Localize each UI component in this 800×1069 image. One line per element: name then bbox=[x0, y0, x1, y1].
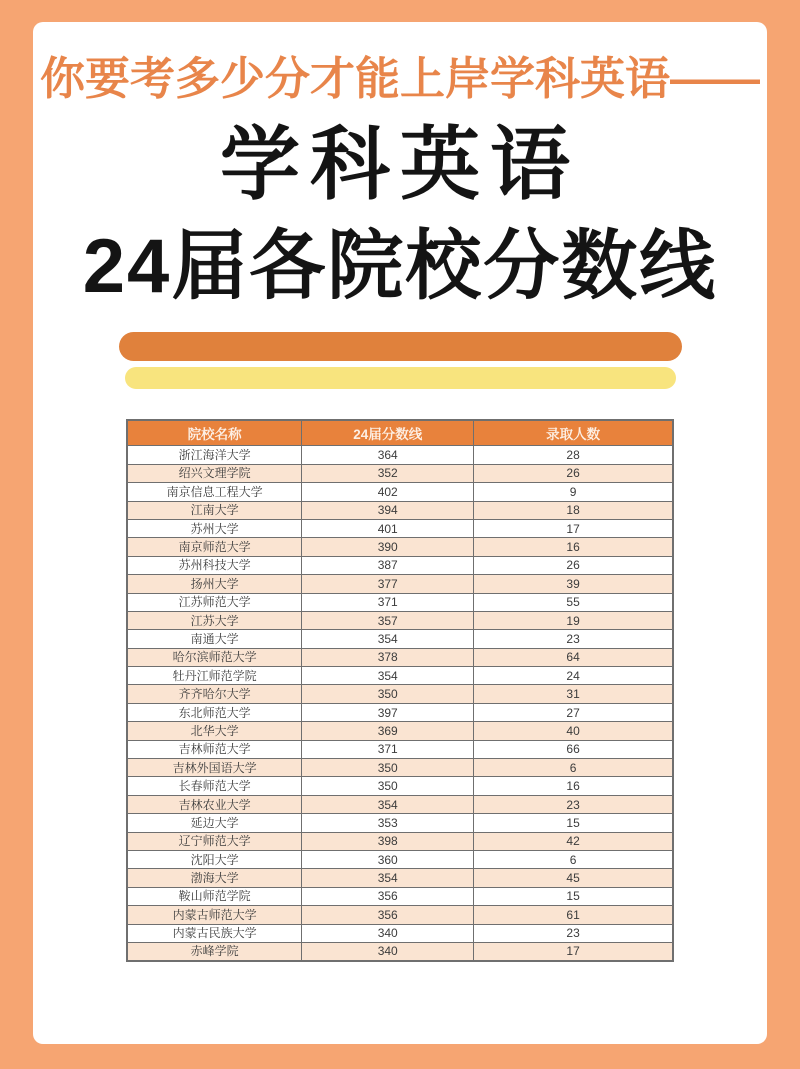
admitted-count-cell: 55 bbox=[474, 593, 673, 611]
admitted-count-cell: 6 bbox=[474, 759, 673, 777]
score-line-cell: 354 bbox=[302, 795, 474, 813]
table-row bbox=[127, 556, 673, 574]
admitted-count-cell: 26 bbox=[474, 464, 673, 482]
scores-table-body bbox=[127, 446, 673, 961]
score-line-cell: 371 bbox=[302, 740, 474, 758]
score-line-cell: 369 bbox=[302, 722, 474, 740]
table-row bbox=[127, 648, 673, 666]
school-name-cell: 吉林外国语大学 bbox=[127, 759, 302, 777]
admitted-count-cell: 42 bbox=[474, 832, 673, 850]
header-row bbox=[127, 420, 673, 446]
score-line-cell: 352 bbox=[302, 464, 474, 482]
table-row bbox=[127, 501, 673, 519]
school-name-cell: 牡丹江师范学院 bbox=[127, 667, 302, 685]
school-name-cell: 东北师范大学 bbox=[127, 703, 302, 721]
score-line-cell: 360 bbox=[302, 850, 474, 868]
score-line-cell: 350 bbox=[302, 685, 474, 703]
school-name-cell: 苏州科技大学 bbox=[127, 556, 302, 574]
poster-title-line1: 学科英语 bbox=[220, 119, 580, 209]
admitted-count-cell: 19 bbox=[474, 611, 673, 629]
admitted-count-cell: 23 bbox=[474, 630, 673, 648]
scores-table-header bbox=[127, 420, 673, 446]
school-name-cell: 南京信息工程大学 bbox=[127, 483, 302, 501]
admitted-count-cell: 15 bbox=[474, 814, 673, 832]
school-name-cell: 苏州大学 bbox=[127, 519, 302, 537]
table-row bbox=[127, 869, 673, 887]
score-line-cell: 340 bbox=[302, 924, 474, 942]
table-row bbox=[127, 667, 673, 685]
score-line-cell: 350 bbox=[302, 759, 474, 777]
school-name-cell: 渤海大学 bbox=[127, 869, 302, 887]
school-name-cell: 辽宁师范大学 bbox=[127, 832, 302, 850]
admitted-count-cell: 15 bbox=[474, 887, 673, 905]
score-line-cell: 350 bbox=[302, 777, 474, 795]
school-name-cell: 吉林师范大学 bbox=[127, 740, 302, 758]
admitted-count-cell: 9 bbox=[474, 483, 673, 501]
table-row bbox=[127, 611, 673, 629]
table-row bbox=[127, 759, 673, 777]
admitted-count-cell: 18 bbox=[474, 501, 673, 519]
admitted-count-cell: 66 bbox=[474, 740, 673, 758]
table-row bbox=[127, 446, 673, 464]
brush-stroke-orange bbox=[119, 332, 682, 361]
school-name-cell: 吉林农业大学 bbox=[127, 795, 302, 813]
score-line-cell: 390 bbox=[302, 538, 474, 556]
score-line-cell: 357 bbox=[302, 611, 474, 629]
school-name-cell: 北华大学 bbox=[127, 722, 302, 740]
admitted-count-cell: 39 bbox=[474, 575, 673, 593]
admitted-count-cell: 40 bbox=[474, 722, 673, 740]
school-name-cell: 延边大学 bbox=[127, 814, 302, 832]
score-line-cell: 353 bbox=[302, 814, 474, 832]
col-header-score-line: 24届分数线 bbox=[302, 420, 474, 446]
school-name-cell: 江苏师范大学 bbox=[127, 593, 302, 611]
score-line-cell: 398 bbox=[302, 832, 474, 850]
school-name-cell: 扬州大学 bbox=[127, 575, 302, 593]
admitted-count-cell: 28 bbox=[474, 446, 673, 464]
table-row bbox=[127, 722, 673, 740]
school-name-cell: 南通大学 bbox=[127, 630, 302, 648]
table-row bbox=[127, 906, 673, 924]
score-line-cell: 378 bbox=[302, 648, 474, 666]
score-line-cell: 354 bbox=[302, 630, 474, 648]
table-row bbox=[127, 575, 673, 593]
score-line-cell: 364 bbox=[302, 446, 474, 464]
score-line-cell: 354 bbox=[302, 667, 474, 685]
school-name-cell: 内蒙古民族大学 bbox=[127, 924, 302, 942]
admitted-count-cell: 45 bbox=[474, 869, 673, 887]
table-row bbox=[127, 887, 673, 905]
score-line-cell: 354 bbox=[302, 869, 474, 887]
table-row bbox=[127, 519, 673, 537]
school-name-cell: 江南大学 bbox=[127, 501, 302, 519]
table-row bbox=[127, 924, 673, 942]
school-name-cell: 浙江海洋大学 bbox=[127, 446, 302, 464]
table-row bbox=[127, 630, 673, 648]
score-line-cell: 387 bbox=[302, 556, 474, 574]
school-name-cell: 鞍山师范学院 bbox=[127, 887, 302, 905]
table-row bbox=[127, 593, 673, 611]
score-line-cell: 394 bbox=[302, 501, 474, 519]
table-row bbox=[127, 814, 673, 832]
school-name-cell: 沈阳大学 bbox=[127, 850, 302, 868]
school-name-cell: 哈尔滨师范大学 bbox=[127, 648, 302, 666]
table-row bbox=[127, 483, 673, 501]
table-row bbox=[127, 777, 673, 795]
table-row bbox=[127, 464, 673, 482]
score-line-cell: 356 bbox=[302, 887, 474, 905]
admitted-count-cell: 23 bbox=[474, 924, 673, 942]
school-name-cell: 赤峰学院 bbox=[127, 942, 302, 960]
admitted-count-cell: 64 bbox=[474, 648, 673, 666]
score-line-cell: 402 bbox=[302, 483, 474, 501]
school-name-cell: 江苏大学 bbox=[127, 611, 302, 629]
table-row bbox=[127, 832, 673, 850]
school-name-cell: 齐齐哈尔大学 bbox=[127, 685, 302, 703]
table-row bbox=[127, 740, 673, 758]
table-row bbox=[127, 538, 673, 556]
admitted-count-cell: 17 bbox=[474, 942, 673, 960]
table-row bbox=[127, 850, 673, 868]
score-line-cell: 401 bbox=[302, 519, 474, 537]
poster-page bbox=[33, 22, 767, 1044]
admitted-count-cell: 31 bbox=[474, 685, 673, 703]
col-header-admitted-count: 录取人数 bbox=[474, 420, 673, 446]
school-name-cell: 长春师范大学 bbox=[127, 777, 302, 795]
score-line-cell: 356 bbox=[302, 906, 474, 924]
col-header-school-name: 院校名称 bbox=[127, 420, 302, 446]
table-row bbox=[127, 942, 673, 960]
school-name-cell: 内蒙古师范大学 bbox=[127, 906, 302, 924]
table-row bbox=[127, 795, 673, 813]
scores-table bbox=[126, 419, 674, 962]
brush-stroke-yellow bbox=[125, 367, 676, 389]
score-line-cell: 397 bbox=[302, 703, 474, 721]
poster-title-line2: 24届各院校分数线 bbox=[82, 223, 718, 309]
table-row bbox=[127, 703, 673, 721]
admitted-count-cell: 17 bbox=[474, 519, 673, 537]
school-name-cell: 绍兴文理学院 bbox=[127, 464, 302, 482]
admitted-count-cell: 16 bbox=[474, 538, 673, 556]
admitted-count-cell: 27 bbox=[474, 703, 673, 721]
school-name-cell: 南京师范大学 bbox=[127, 538, 302, 556]
admitted-count-cell: 26 bbox=[474, 556, 673, 574]
admitted-count-cell: 24 bbox=[474, 667, 673, 685]
headline-slogan: 你要考多少分才能上岸学科英语—— bbox=[39, 53, 760, 104]
score-line-cell: 340 bbox=[302, 942, 474, 960]
admitted-count-cell: 6 bbox=[474, 850, 673, 868]
table-row bbox=[127, 685, 673, 703]
score-line-cell: 377 bbox=[302, 575, 474, 593]
score-line-cell: 371 bbox=[302, 593, 474, 611]
admitted-count-cell: 16 bbox=[474, 777, 673, 795]
admitted-count-cell: 61 bbox=[474, 906, 673, 924]
admitted-count-cell: 23 bbox=[474, 795, 673, 813]
